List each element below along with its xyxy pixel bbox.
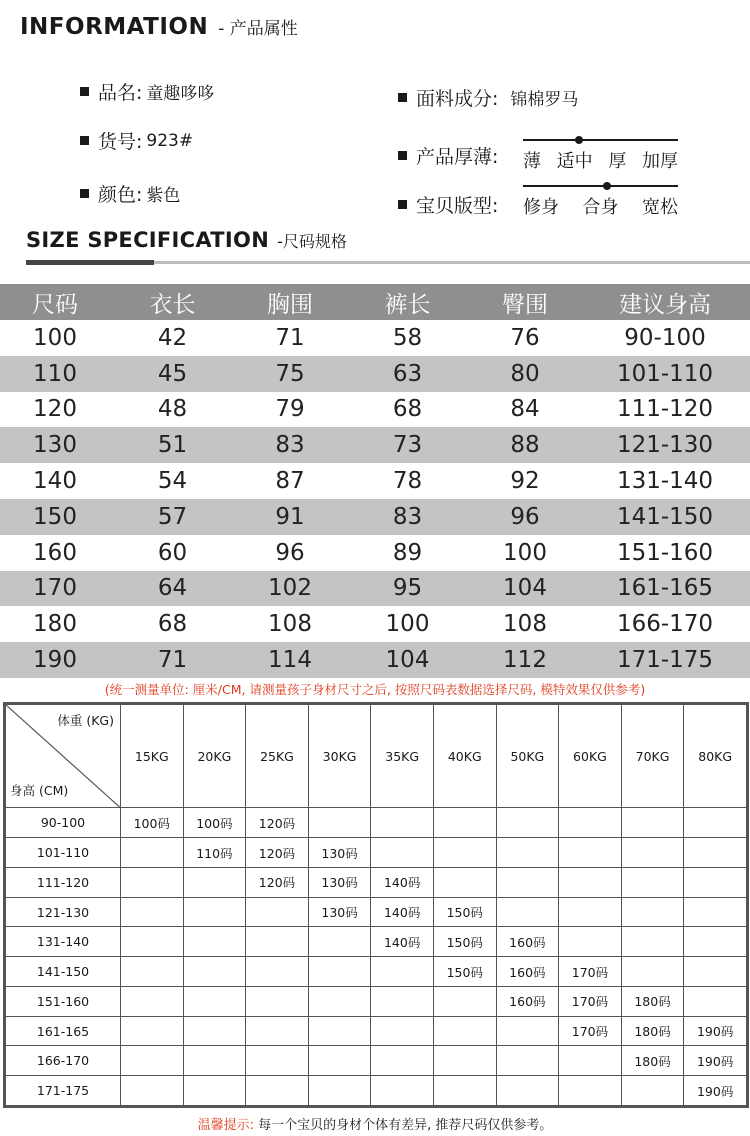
recommended-size-cell: 140码 — [371, 927, 434, 957]
weight-table-row — [6, 867, 747, 897]
size-table-cell: 60 — [157, 539, 188, 566]
size-table-cell: 160 — [33, 539, 77, 566]
recommended-size-cell — [371, 1016, 434, 1046]
size-table-cell: 104 — [385, 647, 430, 674]
recommended-size-cell: 180码 — [621, 1046, 684, 1076]
attr-color-label: 颜色: — [98, 184, 143, 206]
attr-name-label: 品名: — [98, 82, 143, 104]
recommended-size-cell — [121, 867, 184, 897]
recommended-size-cell — [433, 986, 496, 1016]
weight-header-cell: 70KG — [621, 705, 684, 808]
size-table-cell: 89 — [392, 539, 423, 566]
size-table-row — [0, 606, 750, 642]
information-title-en: INFORMATION — [20, 14, 209, 40]
recommended-size-cell — [308, 1076, 371, 1106]
size-table-cell: 121-130 — [616, 432, 714, 459]
recommended-size-cell — [496, 1046, 559, 1076]
size-table-cell: 120 — [33, 396, 77, 423]
size-table-cell: 96 — [510, 503, 540, 530]
weight-header-cell: 15KG — [121, 705, 184, 808]
recommended-size-cell — [496, 867, 559, 897]
recommended-size-cell — [183, 927, 246, 957]
size-table-cell: 140 — [33, 468, 77, 495]
weight-table-row — [6, 897, 747, 927]
thickness-scale-line — [523, 139, 678, 141]
size-table-cell: 54 — [157, 468, 188, 495]
height-range-cell: 131-140 — [6, 927, 121, 957]
height-range-cell: 141-150 — [6, 957, 121, 987]
corner-cell — [6, 705, 121, 808]
recommended-size-cell — [183, 867, 246, 897]
size-table-cell: 57 — [157, 503, 188, 530]
weight-header-cell: 25KG — [246, 705, 309, 808]
size-table-cell: 84 — [510, 396, 540, 423]
recommended-size-cell — [246, 1076, 309, 1106]
weight-header-cell: 20KG — [183, 705, 246, 808]
fit-scale-line — [523, 185, 678, 187]
warm-tip-label: 温馨提示: — [197, 1118, 254, 1133]
thickness-options — [523, 147, 678, 173]
height-range-cell: 171-175 — [6, 1076, 121, 1106]
fit-options — [523, 193, 678, 219]
size-table-row — [0, 320, 750, 356]
recommended-size-cell: 150码 — [433, 897, 496, 927]
recommended-size-cell — [308, 808, 371, 838]
recommended-size-cell — [433, 1016, 496, 1046]
recommended-size-cell — [246, 897, 309, 927]
size-table-cell: 91 — [275, 503, 305, 530]
size-table-header — [0, 284, 750, 320]
recommended-size-cell: 100码 — [121, 808, 184, 838]
height-range-cell: 121-130 — [6, 897, 121, 927]
recommended-size-cell — [308, 1016, 371, 1046]
attr-fit — [398, 191, 498, 218]
recommended-size-cell — [496, 1016, 559, 1046]
attr-fabric — [398, 84, 578, 111]
recommended-size-cell: 180码 — [621, 1016, 684, 1046]
recommended-size-cell — [121, 1076, 184, 1106]
thickness-option: 加厚 — [641, 151, 678, 172]
size-title-en: SIZE SPECIFICATION — [26, 228, 270, 252]
size-table — [0, 284, 750, 678]
recommended-size-cell — [121, 1016, 184, 1046]
size-table-cell: 42 — [157, 324, 188, 351]
recommended-size-cell — [433, 808, 496, 838]
recommended-size-cell — [433, 1046, 496, 1076]
fit-option: 修身 — [523, 197, 559, 218]
size-table-cell: 71 — [157, 647, 188, 674]
bullet-square-icon — [398, 93, 407, 102]
recommended-size-cell — [496, 808, 559, 838]
height-range-cell: 111-120 — [6, 867, 121, 897]
size-table-cell: 68 — [392, 396, 423, 423]
bullet-square-icon — [80, 87, 89, 96]
recommended-size-cell: 150码 — [433, 957, 496, 987]
recommended-size-cell: 130码 — [308, 867, 371, 897]
recommended-size-cell: 120码 — [246, 808, 309, 838]
size-table-row — [0, 392, 750, 428]
weight-header-cell: 60KG — [559, 705, 622, 808]
recommended-size-cell — [121, 957, 184, 987]
size-table-cell: 58 — [392, 324, 423, 351]
height-range-cell: 151-160 — [6, 986, 121, 1016]
size-table-row — [0, 642, 750, 678]
weight-table-row — [6, 1046, 747, 1076]
bullet-square-icon — [80, 136, 89, 145]
attr-sku-label: 货号: — [98, 131, 143, 153]
size-table-cell: 101-110 — [616, 360, 714, 387]
information-title-cn: - 产品属性 — [218, 19, 298, 39]
size-table-cell: 151-160 — [616, 539, 714, 566]
recommended-size-cell — [183, 957, 246, 987]
size-table-cell: 111-120 — [616, 396, 714, 423]
height-range-cell: 166-170 — [6, 1046, 121, 1076]
recommended-size-cell: 170码 — [559, 1016, 622, 1046]
heading-underline-light — [154, 261, 750, 264]
size-table-cell: 104 — [503, 575, 547, 602]
size-table-cell: 79 — [275, 396, 305, 423]
recommended-size-cell — [246, 927, 309, 957]
thickness-scale-marker — [575, 136, 583, 144]
size-table-row — [0, 356, 750, 392]
thickness-option: 薄 — [523, 151, 541, 172]
recommended-size-cell — [684, 867, 747, 897]
size-table-cell: 150 — [33, 503, 77, 530]
recommended-size-cell — [121, 986, 184, 1016]
size-table-cell: 83 — [392, 503, 423, 530]
recommended-size-cell — [559, 867, 622, 897]
recommended-size-cell — [684, 838, 747, 868]
measurement-note: (统一测量单位: 厘米/CM, 请测量孩子身材尺寸之后, 按照尺码表数据选择尺码, 模特效果仅供参考) — [104, 682, 646, 697]
attr-sku-value: 923# — [146, 130, 194, 151]
height-range-cell: 101-110 — [6, 838, 121, 868]
weight-header-cell: 35KG — [371, 705, 434, 808]
size-table-cell: 76 — [510, 324, 540, 351]
size-table-cell: 100 — [33, 324, 77, 351]
information-heading — [20, 14, 298, 48]
recommended-size-cell — [621, 957, 684, 987]
recommended-size-cell — [559, 1046, 622, 1076]
recommended-size-cell — [621, 1076, 684, 1106]
recommended-size-cell — [183, 986, 246, 1016]
recommended-size-cell: 140码 — [371, 897, 434, 927]
recommended-size-cell — [621, 838, 684, 868]
size-header-cell: 建议身高 — [619, 291, 711, 318]
size-table-cell: 130 — [33, 432, 77, 459]
recommended-size-cell — [246, 1016, 309, 1046]
recommended-size-cell — [684, 986, 747, 1016]
attr-fabric-value: 锦棉罗马 — [510, 90, 579, 110]
weight-table-row — [6, 957, 747, 987]
fit-scale — [523, 185, 678, 218]
recommended-size-cell — [121, 838, 184, 868]
size-table-cell: 102 — [268, 575, 312, 602]
attr-fabric-label: 面料成分: — [416, 88, 499, 110]
weight-header-cell: 40KG — [433, 705, 496, 808]
size-table-cell: 88 — [510, 432, 540, 459]
attr-thickness — [398, 142, 498, 169]
recommended-size-cell — [621, 867, 684, 897]
size-table-cell: 78 — [392, 468, 423, 495]
bullet-square-icon — [398, 200, 407, 209]
recommended-size-cell — [684, 808, 747, 838]
weight-table-row — [6, 1076, 747, 1106]
size-table-cell: 80 — [510, 360, 540, 387]
recommended-size-cell: 150码 — [433, 927, 496, 957]
size-table-row — [0, 499, 750, 535]
size-table-cell: 131-140 — [616, 468, 714, 495]
size-table-cell: 114 — [268, 647, 312, 674]
size-table-cell: 73 — [392, 432, 423, 459]
recommended-size-cell: 140码 — [371, 867, 434, 897]
recommended-size-cell — [684, 957, 747, 987]
attr-sku — [80, 127, 193, 154]
attr-fit-label: 宝贝版型: — [416, 195, 499, 217]
fit-scale-marker — [603, 182, 611, 190]
thickness-scale — [523, 139, 678, 172]
recommended-size-cell — [496, 1076, 559, 1106]
recommended-size-cell — [559, 1076, 622, 1106]
fit-option: 合身 — [582, 197, 619, 218]
recommended-size-cell — [559, 808, 622, 838]
recommended-size-cell: 190码 — [684, 1046, 747, 1076]
size-table-cell: 110 — [33, 360, 77, 387]
recommended-size-cell — [308, 927, 371, 957]
size-header-cell: 臀围 — [502, 291, 548, 318]
recommended-size-cell: 130码 — [308, 897, 371, 927]
recommended-size-cell: 100码 — [183, 808, 246, 838]
recommended-size-cell — [621, 808, 684, 838]
size-table-cell: 170 — [33, 575, 77, 602]
recommended-size-cell — [121, 1046, 184, 1076]
recommended-size-cell: 160码 — [496, 986, 559, 1016]
recommended-size-cell — [246, 986, 309, 1016]
recommended-size-cell: 190码 — [684, 1076, 747, 1106]
size-header-cell: 胸围 — [267, 291, 313, 318]
size-table-cell: 90-100 — [624, 324, 706, 351]
size-table-row — [0, 427, 750, 463]
recommended-size-cell — [496, 838, 559, 868]
recommended-size-cell — [308, 986, 371, 1016]
recommended-size-cell — [246, 1046, 309, 1076]
recommended-size-cell — [496, 897, 559, 927]
weight-table-row — [6, 808, 747, 838]
recommended-size-cell: 120码 — [246, 838, 309, 868]
heading-underline-dark — [26, 260, 154, 265]
attr-thickness-label: 产品厚薄: — [416, 146, 499, 168]
recommended-size-cell — [621, 927, 684, 957]
recommended-size-cell — [308, 1046, 371, 1076]
size-table-cell: 75 — [275, 360, 305, 387]
bullet-square-icon — [80, 189, 89, 198]
recommended-size-cell — [433, 867, 496, 897]
size-table-cell: 108 — [268, 611, 312, 638]
recommended-size-cell — [684, 897, 747, 927]
size-table-cell: 87 — [275, 468, 305, 495]
recommended-size-cell — [371, 808, 434, 838]
corner-weight-label: 体重 (KG) — [57, 713, 114, 728]
bullet-square-icon — [398, 151, 407, 160]
height-range-cell: 161-165 — [6, 1016, 121, 1046]
size-specification-heading — [26, 228, 347, 252]
size-table-cell: 48 — [157, 396, 188, 423]
recommended-size-cell: 170码 — [559, 986, 622, 1016]
size-table-cell: 68 — [157, 611, 188, 638]
weight-header-cell: 50KG — [496, 705, 559, 808]
size-table-cell: 71 — [275, 324, 305, 351]
recommended-size-cell — [183, 1016, 246, 1046]
size-table-row — [0, 463, 750, 499]
recommended-size-cell — [433, 838, 496, 868]
weight-header-cell: 80KG — [684, 705, 747, 808]
recommended-size-cell — [371, 838, 434, 868]
weight-table-row — [6, 927, 747, 957]
size-table-cell: 51 — [157, 432, 188, 459]
size-table-cell: 95 — [392, 575, 423, 602]
size-header-cell: 衣长 — [149, 291, 196, 318]
recommended-size-cell — [121, 897, 184, 927]
weight-height-table — [3, 702, 749, 1108]
size-title-cn: -尺码规格 — [277, 232, 347, 251]
recommended-size-cell: 110码 — [183, 838, 246, 868]
size-table-cell: 190 — [33, 647, 77, 674]
recommended-size-cell — [121, 927, 184, 957]
attr-name-value: 童趣哆哆 — [146, 84, 215, 104]
recommended-size-cell: 160码 — [496, 957, 559, 987]
thickness-option: 厚 — [608, 151, 627, 172]
recommended-size-cell — [371, 1076, 434, 1106]
recommended-size-cell — [559, 897, 622, 927]
recommended-size-cell — [308, 957, 371, 987]
size-table-row — [0, 535, 750, 571]
recommended-size-cell: 170码 — [559, 957, 622, 987]
recommended-size-cell — [183, 1076, 246, 1106]
fit-option: 宽松 — [642, 197, 678, 218]
size-table-cell: 83 — [275, 432, 305, 459]
size-table-cell: 171-175 — [616, 647, 714, 674]
size-table-cell: 180 — [33, 611, 77, 638]
weight-table-row — [6, 986, 747, 1016]
attr-color — [80, 180, 180, 207]
size-table-cell: 100 — [503, 539, 547, 566]
attr-name — [80, 78, 214, 105]
recommended-size-cell — [246, 957, 309, 987]
recommended-size-cell — [183, 897, 246, 927]
size-table-cell: 45 — [157, 360, 188, 387]
recommended-size-cell — [371, 957, 434, 987]
recommended-size-cell — [559, 927, 622, 957]
weight-table-row — [6, 838, 747, 868]
size-table-cell: 108 — [503, 611, 547, 638]
weight-table-row — [6, 1016, 747, 1046]
attr-color-value: 紫色 — [146, 186, 181, 206]
size-table-cell: 161-165 — [616, 575, 714, 602]
recommended-size-cell: 180码 — [621, 986, 684, 1016]
recommended-size-cell — [433, 1076, 496, 1106]
size-table-cell: 92 — [510, 468, 540, 495]
recommended-size-cell: 120码 — [246, 867, 309, 897]
size-table-row — [0, 571, 750, 607]
size-header-cell: 尺码 — [32, 291, 78, 318]
recommended-size-cell — [183, 1046, 246, 1076]
warm-tip-text: 每一个宝贝的身材个体有差异, 推荐尺码仅供参考。 — [258, 1118, 553, 1133]
recommended-size-cell — [371, 986, 434, 1016]
size-table-cell: 100 — [385, 611, 430, 638]
recommended-size-cell — [559, 838, 622, 868]
thickness-option: 适中 — [556, 151, 593, 172]
size-table-cell: 96 — [275, 539, 305, 566]
size-table-cell: 63 — [392, 360, 423, 387]
size-table-cell: 64 — [157, 575, 188, 602]
size-table-cell: 141-150 — [616, 503, 714, 530]
warm-tip — [0, 1114, 750, 1133]
size-header-cell: 裤长 — [384, 291, 431, 318]
recommended-size-cell — [621, 897, 684, 927]
size-table-cell: 112 — [503, 647, 547, 674]
recommended-size-cell: 130码 — [308, 838, 371, 868]
recommended-size-cell: 190码 — [684, 1016, 747, 1046]
recommended-size-cell: 160码 — [496, 927, 559, 957]
weight-header-cell: 30KG — [308, 705, 371, 808]
height-range-cell: 90-100 — [6, 808, 121, 838]
recommended-size-cell — [371, 1046, 434, 1076]
recommended-size-cell — [684, 927, 747, 957]
corner-height-label: 身高 (CM) — [10, 783, 69, 799]
size-table-cell: 166-170 — [616, 611, 714, 638]
